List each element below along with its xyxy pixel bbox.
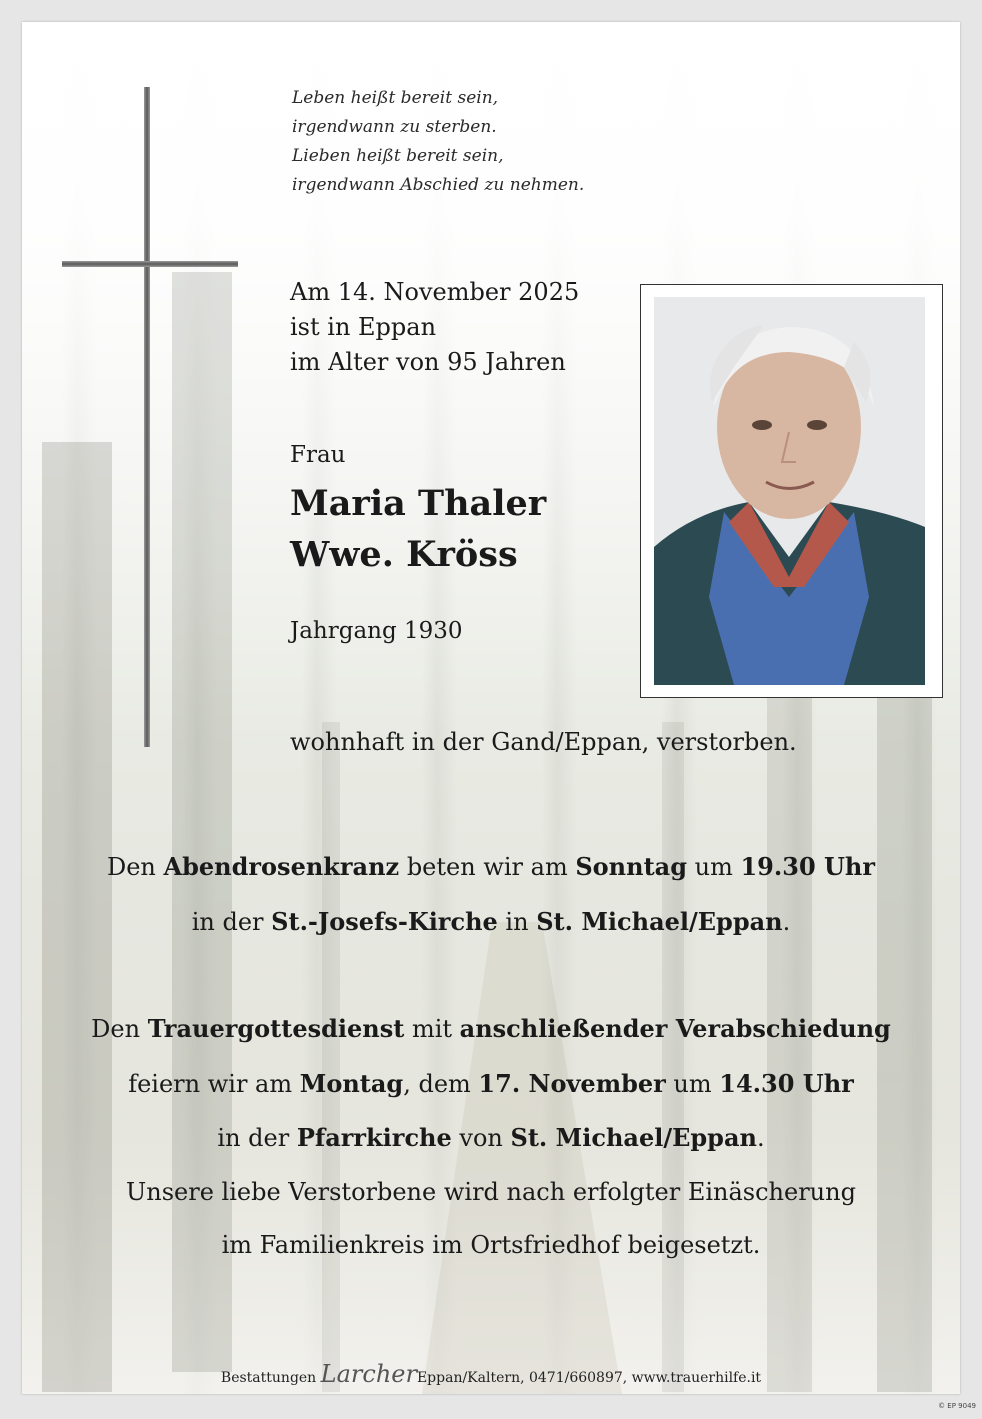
document-code: © EP 9049: [938, 1402, 976, 1410]
funeral-line-4: Unsere liebe Verstorbene wird nach erfolgter Einäscherung: [126, 1177, 856, 1206]
footer-prefix: Bestattungen: [220, 1370, 321, 1386]
text-bold: 14.30 Uhr: [719, 1068, 854, 1098]
name-line: Wwe. Kröss: [290, 534, 518, 575]
birth-year: Jahrgang 1930: [290, 618, 463, 644]
cross-icon: [144, 87, 150, 747]
undertaker-footer: [22, 1360, 960, 1388]
text: in: [497, 907, 537, 936]
text-bold: Abendrosenkranz: [163, 852, 400, 881]
text: mit: [404, 1015, 460, 1043]
funeral-line-1: [22, 1002, 960, 1057]
poem: [292, 84, 712, 200]
intro-line: Am 14. November 2025: [290, 278, 580, 306]
residence-line: wohnhaft in der Gand/Eppan, verstorben.: [290, 728, 797, 756]
undertaker-logo: Larcher: [320, 1360, 417, 1388]
footer-contact: Eppan/Kaltern, 0471/660897, www.trauerhilfe.it: [416, 1370, 762, 1386]
funeral-line-3: [22, 1111, 960, 1166]
deceased-name: [290, 478, 546, 580]
photo-frame: [640, 284, 943, 698]
portrait-photo: [654, 297, 925, 685]
rosary-line-2: [22, 895, 960, 950]
text: von: [451, 1124, 511, 1152]
death-announcement: [290, 275, 630, 380]
poem-line: Leben heißt bereit sein,: [292, 88, 499, 108]
text: , dem: [403, 1069, 479, 1098]
text: in der: [217, 1124, 297, 1152]
text: .: [782, 907, 791, 936]
text-bold: Trauergottesdienst: [147, 1014, 405, 1043]
intro-line: ist in Eppan: [290, 313, 437, 341]
text-bold: Sonntag: [575, 852, 687, 881]
text-bold: St. Michael/Eppan: [510, 1123, 757, 1152]
text: um: [687, 853, 741, 881]
text: Den: [106, 853, 164, 881]
text-bold: Montag: [299, 1068, 404, 1098]
funeral-line-5: im Familienkreis im Ortsfriedhof beigesetzt.: [221, 1231, 761, 1259]
text: in der: [191, 907, 272, 936]
text-bold: Pfarrkirche: [296, 1123, 452, 1152]
funeral-announcement: [22, 1002, 960, 1273]
text-bold: anschließender Verabschiedung: [459, 1014, 891, 1043]
text: feiern wir am: [128, 1069, 300, 1098]
cross-icon-crossbar: [62, 261, 238, 267]
obituary-card: [22, 22, 960, 1394]
rosary-line-1: [22, 840, 960, 895]
funeral-line-2: [22, 1057, 960, 1112]
text-bold: 19.30 Uhr: [740, 852, 876, 881]
text: um: [665, 1069, 720, 1098]
text-bold: St.-Josefs-Kirche: [271, 906, 498, 936]
salutation: Frau: [290, 442, 346, 468]
poem-line: irgendwann zu sterben.: [292, 117, 497, 137]
text: .: [756, 1124, 765, 1152]
text: Den: [91, 1015, 148, 1043]
text-bold: St. Michael/Eppan: [536, 906, 783, 936]
name-line: Maria Thaler: [290, 483, 547, 524]
rosary-announcement: [22, 840, 960, 949]
text: beten wir am: [399, 853, 576, 881]
poem-line: Lieben heißt bereit sein,: [292, 146, 504, 166]
text-bold: 17. November: [478, 1068, 666, 1098]
poem-line: irgendwann Abschied zu nehmen.: [292, 175, 585, 195]
intro-line: im Alter von 95 Jahren: [290, 348, 566, 376]
